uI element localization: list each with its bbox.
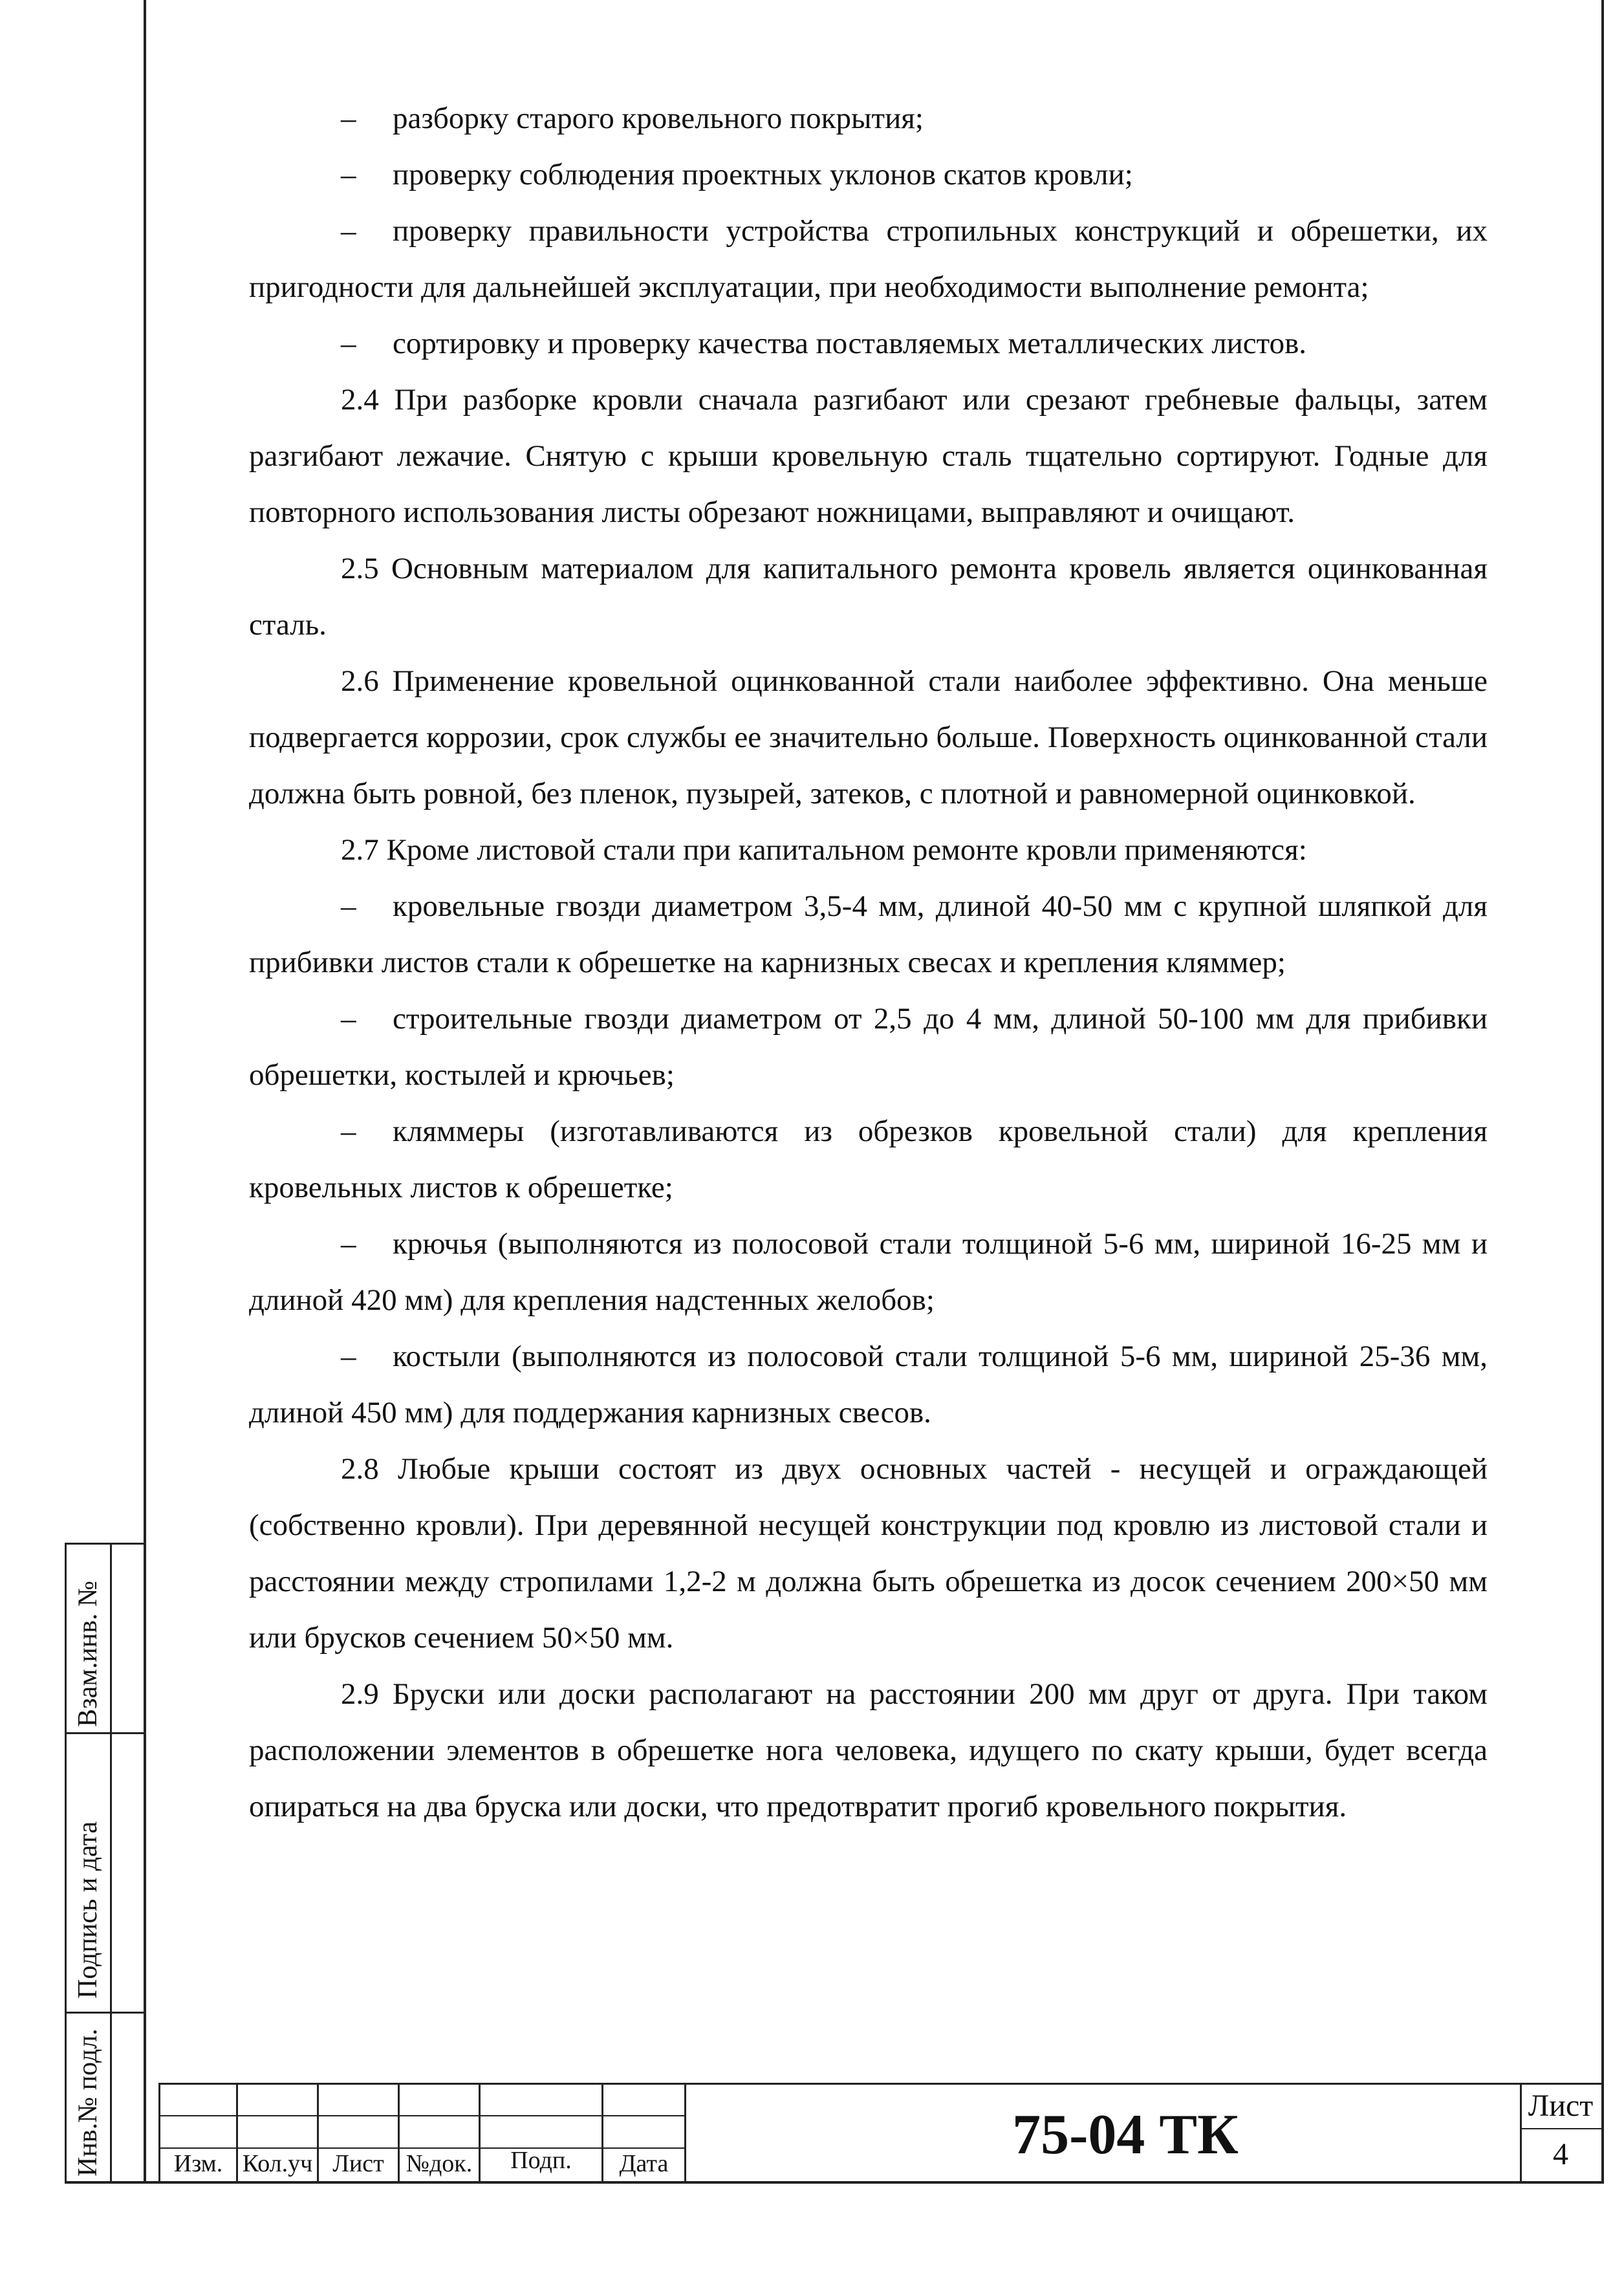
title-block-top-line	[158, 2083, 1604, 2085]
paragraph-text: кляммеры (изготавливаются из обрезков кровельной стали) для крепления кровельных листов к обрешетке;	[249, 1114, 1488, 1204]
side-column-sep-2	[65, 2012, 146, 2014]
paragraph	[249, 372, 1488, 541]
paragraph	[249, 1441, 1488, 1666]
paragraph	[249, 541, 1488, 653]
paragraph-text: крючья (выполняются из полосовой стали толщиной 5-6 мм, шириной 16-25 мм и длиной 420 мм) для крепления надстенных желобов;	[249, 1227, 1488, 1317]
dash-marker: –	[341, 1002, 356, 1036]
list-item	[249, 1329, 1488, 1441]
list-item	[249, 1216, 1488, 1329]
paragraph-text: 2.8 Любые крыши состоят из двух основных частей - несущей и ограждающей (собственно кровли). При деревянной несущей конструкции под кровлю из листовой стали и расстоянии между стропилами 1,2-2 м должна быть обрешетка из досок сечением 200×50 мм или брусков сечением 50×50 мм.	[249, 1452, 1488, 1655]
title-block-col-list: Лист	[332, 2150, 384, 2177]
paragraph-text: 2.9 Бруски или доски располагают на расстоянии 200 мм друг от друга. При таком расположении элементов в обрешетке нога человека, идущего по скату крыши, будет всегда опираться на два бруска или доски, что предотвратит прогиб кровельного покрытия.	[249, 1677, 1488, 1823]
title-block-col-kol-uch: Кол.уч	[242, 2150, 313, 2177]
dash-marker: –	[341, 327, 356, 360]
dash-marker: –	[341, 1340, 356, 1373]
paragraph-text: 2.7 Кроме листовой стали при капитальном ремонте кровли применяются:	[341, 833, 1307, 867]
dash-marker: –	[341, 1114, 356, 1148]
side-label-signature-date: Подпись и дата	[73, 1821, 103, 1999]
side-column-divider-line	[110, 1543, 112, 2183]
paragraph-text: 2.6 Применение кровельной оцинкованной стали наиболее эффективно. Она меньше подвергается коррозии, срок службы ее значительно больше. Поверхность оцинкованной стали должна быть ровной, без пленок, пузырей, затеков, с плотной и равномерной оцинковкой.	[249, 664, 1488, 810]
paragraph-text: сортировку и проверку качества поставляемых металлических листов.	[393, 327, 1307, 360]
paragraph-text: строительные гвозди диаметром от 2,5 до 4 мм, длиной 50-100 мм для прибивки обрешетки, костылей и крючьев;	[249, 1002, 1488, 1092]
list-item	[249, 878, 1488, 991]
paragraph-text: проверку соблюдения проектных уклонов скатов кровли;	[393, 158, 1133, 191]
side-column-left-line	[65, 1543, 67, 2183]
sheet-label: Лист	[1528, 2089, 1594, 2123]
paragraph-text: разборку старого кровельного покрытия;	[393, 102, 924, 135]
frame-bottom-line	[65, 2181, 1604, 2184]
paragraph	[249, 1666, 1488, 1835]
side-column-top-line	[65, 1543, 146, 1545]
list-item	[249, 991, 1488, 1103]
list-item	[249, 316, 1488, 372]
paragraph-text: кровельные гвозди диаметром 3,5-4 мм, длиной 40-50 мм с крупной шляпкой для прибивки листов стали к обрешетке на карнизных свесах и крепления кляммер;	[249, 889, 1488, 979]
title-block-col-data: Дата	[619, 2150, 669, 2177]
paragraph	[249, 653, 1488, 822]
title-block-col-ndok: №док.	[406, 2150, 473, 2177]
list-item	[249, 1103, 1488, 1216]
list-item	[249, 91, 1488, 147]
dash-marker: –	[341, 102, 356, 135]
paragraph-text: 2.4 При разборке кровли сначала разгибают или срезают гребневые фальцы, затем разгибают лежачие. Снятую с крыши кровельную сталь тщательно сортируют. Годные для повторного использования листы обрезают ножницами, выправляют и очищают.	[249, 383, 1488, 529]
side-column-sep-1	[65, 1732, 146, 1734]
dash-marker: –	[341, 158, 356, 191]
dash-marker: –	[341, 1227, 356, 1261]
title-block-col-podp: Подп.	[510, 2147, 572, 2174]
list-item	[249, 147, 1488, 203]
title-block-col-izm: Изм.	[173, 2150, 223, 2177]
title-block-col-line-6	[684, 2083, 686, 2183]
sheet-number: 4	[1553, 2137, 1568, 2171]
dash-marker: –	[341, 889, 356, 923]
dash-marker: –	[341, 214, 356, 248]
frame-left-line	[144, 0, 146, 2183]
paragraph-text: проверку правильности устройства стропильных конструкций и обрешетки, их пригодности для дальнейшей эксплуатации, при необходимости выполнение ремонта;	[249, 214, 1488, 304]
side-label-inv-replace: Взам.инв. №	[73, 1580, 103, 1727]
document-code: 75-04 ТК	[1012, 2103, 1239, 2166]
frame-right-line	[1601, 0, 1604, 2183]
list-item	[249, 203, 1488, 316]
paragraph	[249, 822, 1488, 878]
side-label-inv-original: Инв.№ подл.	[73, 2028, 103, 2177]
paragraph-text: костыли (выполняются из полосовой стали толщиной 5-6 мм, шириной 25-36 мм, длиной 450 мм) для поддержания карнизных свесов.	[249, 1340, 1488, 1429]
sheet-cell-divider	[1520, 2128, 1604, 2129]
paragraph-text: 2.5 Основным материалом для капитального ремонта кровель является оцинкованная сталь.	[249, 552, 1488, 642]
body-text	[249, 91, 1488, 1835]
